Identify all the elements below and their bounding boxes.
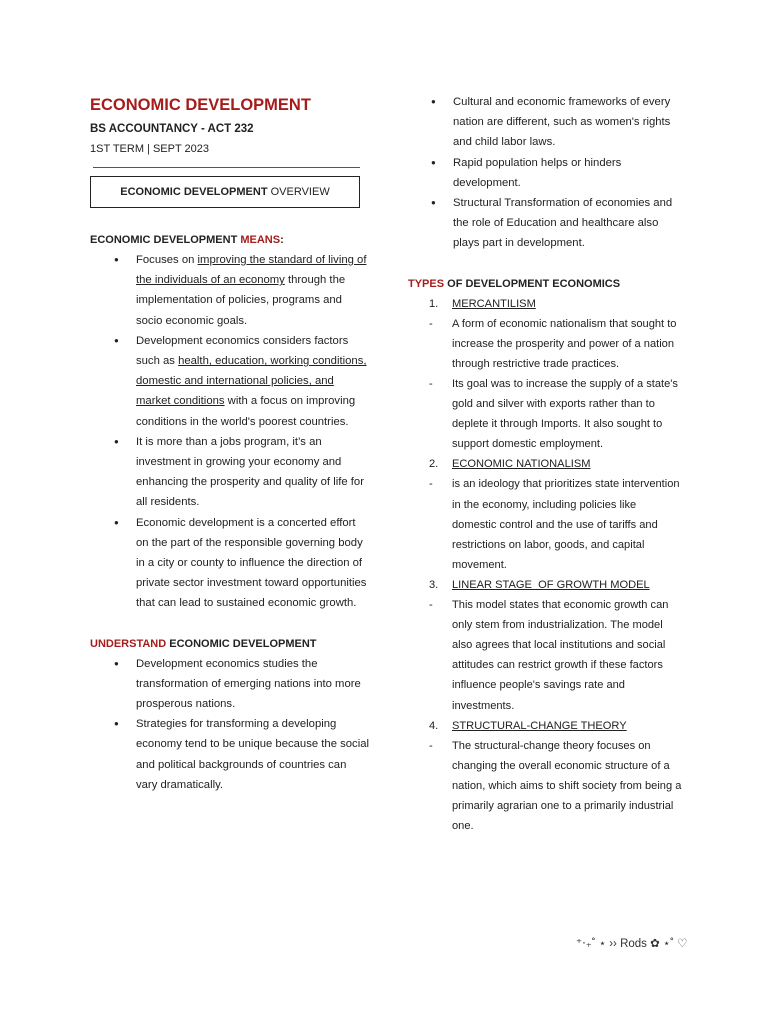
types-heading [408,274,683,294]
underlined-text: health, education, working conditions, domestic and international policies, and market conditions [136,355,367,408]
term-date: 1ST TERM | SEPT 2023 [90,143,210,155]
course-code: BS ACCOUNTANCY - ACT 232 [90,123,254,135]
text: Development economics considers factors such as [136,334,349,368]
item-number: 1. [429,297,439,310]
point-text: is an ideology that prioritizes state intervention in the economy, including policies like domestic control and the use of tariffs and restrictions on labor, goods, and capital movement. [452,478,680,571]
item-number: 2. [429,458,439,471]
dash-marker: - [429,478,433,491]
types-heading-red: TYPES [408,277,445,290]
dash-marker: - [429,599,433,612]
dash-point [408,374,683,454]
list-item: ● Economic development is a concerted effort on the part of the responsible governing body in a city or county to influence the direction of private sector investment toward opportunities that can lead to sustained economic growth. [90,513,370,614]
dash-point [408,474,683,574]
right-column [408,92,683,836]
list-item [90,250,370,331]
type-item-economic-nationalism [408,454,683,474]
list-item: ● Structural Transformation of economies and the role of Education and healthcare also plays part in development. [407,193,683,254]
text: Focuses on [136,254,198,266]
point-text: Its goal was to increase the supply of a state's gold and silver with exports rather than to deplete it through Imports. It also sought to support domestic employment. [452,378,678,451]
underlined-text: improving the standard of living of the individuals of an economy [136,254,367,287]
understand-heading-red: UNDERSTAND [90,637,167,650]
means-heading-black: ECONOMIC DEVELOPMENT [90,234,241,246]
means-heading-colon: : [280,234,284,246]
list-item: ● It is more than a jobs program, it’s an investment in growing your economy and enhancing the prosperity and quality of life for all residents. [90,432,370,513]
types-heading-black: OF DEVELOPMENT ECONOMICS [444,277,621,290]
list-item [90,331,370,432]
divider-line [93,167,360,168]
item-title: ECONOMIC NATIONALISM [452,458,591,471]
author-signature: ⁺‧₊˚ ⋆ ›› Rods ✿ ⋆˚ ♡ [576,938,688,950]
type-item-mercantilism [408,294,683,314]
type-item-linear-stage [408,575,683,595]
type-item-structural-change [408,716,683,736]
dash-point [408,314,683,374]
point-text: This model states that economic growth can only stem from industrialization. The model also agrees that local institutions and social attitudes can restrict growth if these factors influence people's savings rate and investments. [452,599,669,712]
overview-bold-text: ECONOMIC DEVELOPMENT [120,186,268,198]
overview-box [90,176,360,208]
left-column [90,92,370,795]
understand-list [90,654,370,795]
text: through the implementation of policies, programs and socio economic goals. [136,274,346,327]
dash-marker: - [429,378,433,390]
list-item: ● Rapid population helps or hinders development. [407,153,683,193]
means-list [90,250,370,614]
list-item: ● Development economics studies the transformation of emerging nations into more prosperous nations. [90,654,370,715]
dash-point [408,736,683,836]
item-title: LINEAR STAGE OF GROWTH MODEL [452,578,650,591]
document-title: ECONOMIC DEVELOPMENT [90,96,311,114]
list-item: ● Cultural and economic frameworks of every nation are different, such as women's rights and child labor laws. [407,92,683,153]
understand-heading-black: ECONOMIC DEVELOPMENT [166,637,317,650]
item-number: 3. [429,578,439,591]
means-heading [90,230,370,250]
point-text: A form of economic nationalism that sought to increase the prosperity and power of a nation through restrictive trade practices. [452,317,677,370]
dash-point [408,595,683,716]
framework-list [407,92,683,254]
list-item: ● Strategies for transforming a developing economy tend to be unique because the social and political backgrounds of countries can vary dramatically. [90,714,370,795]
dash-marker: - [429,739,433,752]
means-heading-red: MEANS [240,234,281,246]
types-list [408,294,683,837]
item-number: 4. [429,719,439,732]
point-text: The structural-change theory focuses on changing the overall economic structure of a nation, which aims to shift society from being a primarily agrarian one to a primarily industrial one. [452,739,682,833]
item-title: MERCANTILISM [452,297,536,310]
dash-marker: - [429,317,433,330]
item-title: STRUCTURAL-CHANGE THEORY [452,719,627,732]
overview-text: OVERVIEW [267,186,330,198]
text: with a focus on improving conditions in the world's poorest countries. [136,395,356,428]
understand-heading [90,634,370,654]
